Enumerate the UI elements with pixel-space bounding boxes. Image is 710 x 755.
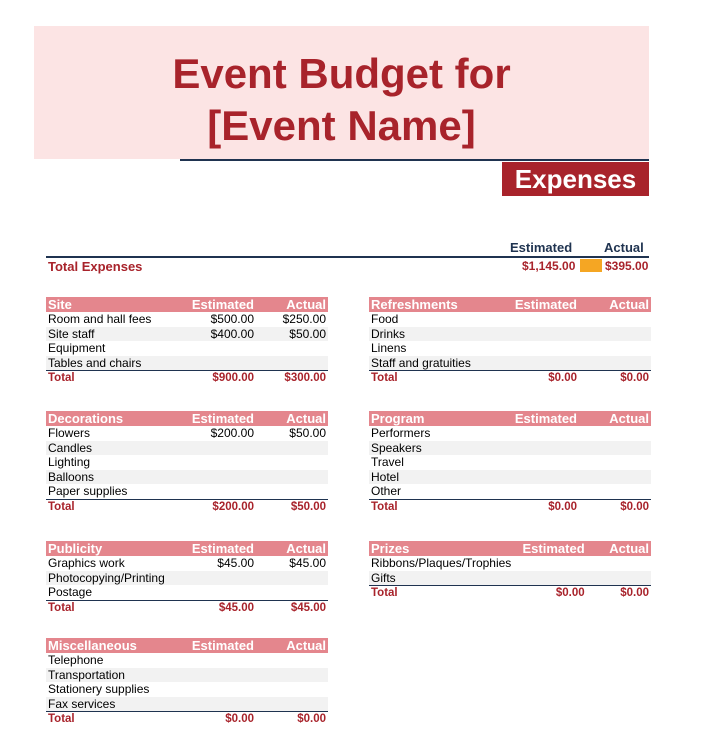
estimated-cell[interactable] bbox=[513, 571, 586, 586]
actual-cell[interactable] bbox=[256, 571, 328, 586]
total-actual: $0.00 bbox=[256, 712, 328, 727]
total-actual: $45.00 bbox=[256, 600, 328, 615]
estimated-cell[interactable] bbox=[180, 441, 256, 456]
table-row bbox=[369, 470, 651, 485]
estimated-cell[interactable] bbox=[180, 455, 256, 470]
table-row bbox=[369, 571, 651, 586]
actual-cell[interactable] bbox=[579, 312, 651, 327]
section-title: Refreshments bbox=[369, 297, 503, 312]
table-row bbox=[369, 356, 651, 371]
table-row bbox=[46, 356, 328, 371]
actual-header: Actual bbox=[579, 411, 651, 426]
total-row bbox=[46, 499, 328, 514]
actual-header: Actual bbox=[256, 297, 328, 312]
actual-cell[interactable] bbox=[579, 327, 651, 342]
prizes-table bbox=[369, 541, 651, 601]
item-cell[interactable]: Drinks bbox=[369, 327, 503, 342]
item-cell[interactable]: Room and hall fees bbox=[48, 312, 152, 326]
actual-cell[interactable] bbox=[579, 470, 651, 485]
total-actual: $0.00 bbox=[579, 499, 651, 514]
estimated-cell[interactable] bbox=[180, 571, 256, 586]
actual-cell[interactable] bbox=[579, 441, 651, 456]
expenses-tab[interactable]: Expenses bbox=[502, 162, 649, 196]
total-expenses-actual: $395.00 bbox=[605, 259, 649, 273]
table-row bbox=[46, 470, 328, 485]
total-estimated: $0.00 bbox=[503, 371, 579, 386]
item-cell[interactable]: Postage bbox=[48, 585, 93, 600]
total-estimated: $45.00 bbox=[180, 600, 256, 615]
actual-header: Actual bbox=[587, 541, 651, 556]
actual-cell[interactable] bbox=[579, 426, 651, 441]
estimated-header: Estimated bbox=[180, 541, 256, 556]
actual-cell[interactable]: $50.00 bbox=[256, 327, 328, 342]
section-title: Program bbox=[369, 411, 503, 426]
section-title: Miscellaneous bbox=[46, 638, 180, 653]
estimated-cell[interactable] bbox=[503, 312, 579, 327]
total-estimated: $0.00 bbox=[503, 499, 579, 514]
item-cell[interactable]: Tables and chairs bbox=[46, 356, 180, 371]
total-label: Total bbox=[46, 499, 180, 514]
section-header bbox=[46, 638, 328, 653]
estimated-cell[interactable] bbox=[180, 585, 256, 600]
table-row bbox=[369, 484, 651, 499]
total-row bbox=[46, 712, 328, 727]
section-header bbox=[369, 297, 651, 312]
total-actual: $300.00 bbox=[256, 371, 328, 386]
estimated-cell[interactable] bbox=[180, 668, 256, 683]
actual-cell[interactable] bbox=[256, 682, 328, 697]
actual-header: Actual bbox=[256, 411, 328, 426]
estimated-cell[interactable] bbox=[180, 484, 256, 499]
table-row bbox=[46, 571, 328, 586]
table-row bbox=[46, 441, 328, 456]
estimated-header: Estimated bbox=[180, 638, 256, 653]
section-header bbox=[369, 541, 651, 556]
actual-header: Actual bbox=[256, 541, 328, 556]
total-estimated: $0.00 bbox=[513, 586, 586, 601]
table-row bbox=[46, 455, 328, 470]
summary-actual-header: Actual bbox=[604, 240, 644, 255]
actual-cell[interactable] bbox=[579, 484, 651, 499]
total-label: Total bbox=[369, 499, 503, 514]
item-cell[interactable]: Ribbons/Plaques/Trophies bbox=[371, 556, 512, 570]
section-header bbox=[46, 411, 328, 426]
table-row bbox=[46, 585, 328, 600]
item-cell[interactable]: Gifts bbox=[369, 571, 513, 586]
estimated-cell[interactable] bbox=[180, 653, 256, 668]
table-row bbox=[46, 484, 328, 499]
title-line-2: [Event Name] bbox=[207, 102, 476, 149]
table-row bbox=[369, 556, 651, 571]
total-row bbox=[46, 371, 328, 386]
actual-cell[interactable] bbox=[256, 484, 328, 499]
site-table bbox=[46, 297, 328, 386]
actual-cell[interactable]: $45.00 bbox=[289, 556, 326, 570]
section-title: Decorations bbox=[46, 411, 180, 426]
estimated-cell[interactable]: $200.00 bbox=[210, 426, 254, 440]
item-cell[interactable]: Photocopying/Printing bbox=[46, 571, 180, 586]
miscellaneous-table bbox=[46, 638, 328, 727]
actual-header: Actual bbox=[579, 297, 651, 312]
actual-cell[interactable] bbox=[256, 653, 328, 668]
item-cell[interactable]: Hotel bbox=[369, 470, 503, 485]
table-row bbox=[369, 426, 651, 441]
total-label: Total bbox=[46, 600, 180, 615]
actual-cell[interactable] bbox=[256, 585, 328, 600]
estimated-cell[interactable]: $400.00 bbox=[180, 327, 256, 342]
item-cell[interactable]: Candles bbox=[46, 441, 180, 456]
table-row bbox=[46, 653, 328, 668]
estimated-cell[interactable] bbox=[503, 426, 579, 441]
item-cell[interactable]: Site staff bbox=[46, 327, 180, 342]
actual-cell[interactable] bbox=[256, 356, 328, 371]
title-line-1: Event Budget for bbox=[172, 50, 511, 97]
estimated-cell[interactable] bbox=[180, 356, 256, 371]
section-header bbox=[369, 411, 651, 426]
actual-cell[interactable] bbox=[579, 356, 651, 371]
item-cell[interactable]: Stationery supplies bbox=[48, 682, 150, 697]
estimated-cell[interactable]: $45.00 bbox=[217, 556, 254, 570]
estimated-cell[interactable] bbox=[503, 484, 579, 499]
total-expenses-label: Total Expenses bbox=[48, 259, 143, 274]
actual-cell[interactable] bbox=[579, 341, 651, 356]
table-row bbox=[46, 556, 328, 571]
estimated-header: Estimated bbox=[180, 297, 256, 312]
section-header bbox=[46, 297, 328, 312]
total-estimated: $200.00 bbox=[180, 499, 256, 514]
item-cell[interactable]: Lighting bbox=[48, 455, 91, 470]
table-row bbox=[46, 327, 328, 342]
actual-cell[interactable] bbox=[256, 668, 328, 683]
estimated-cell[interactable] bbox=[503, 341, 579, 356]
actual-cell[interactable] bbox=[256, 441, 328, 456]
section-title: Publicity bbox=[46, 541, 180, 556]
actual-cell[interactable] bbox=[256, 470, 328, 485]
table-row bbox=[46, 312, 328, 327]
actual-cell[interactable] bbox=[587, 571, 651, 586]
total-row bbox=[369, 586, 651, 601]
actual-cell[interactable] bbox=[579, 455, 651, 470]
table-row bbox=[46, 697, 328, 712]
estimated-cell[interactable] bbox=[180, 470, 256, 485]
estimated-cell[interactable] bbox=[513, 556, 586, 571]
section-header bbox=[46, 541, 328, 556]
total-row bbox=[369, 499, 651, 514]
actual-cell[interactable]: $50.00 bbox=[289, 426, 326, 440]
summary-rule bbox=[46, 256, 649, 258]
estimated-header: Estimated bbox=[503, 297, 579, 312]
estimated-cell[interactable] bbox=[503, 327, 579, 342]
total-actual: $0.00 bbox=[587, 586, 651, 601]
item-cell[interactable]: Transportation bbox=[46, 668, 180, 683]
total-label: Total bbox=[369, 586, 513, 601]
total-row bbox=[369, 371, 651, 386]
estimated-cell[interactable] bbox=[503, 441, 579, 456]
total-actual: $50.00 bbox=[256, 499, 328, 514]
item-cell[interactable]: Linens bbox=[371, 341, 407, 356]
estimated-cell[interactable] bbox=[503, 470, 579, 485]
table-row bbox=[46, 341, 328, 356]
title-rule bbox=[180, 159, 649, 161]
table-row bbox=[46, 426, 328, 441]
item-cell[interactable]: Telephone bbox=[48, 653, 104, 667]
item-cell[interactable]: Food bbox=[371, 312, 399, 326]
estimated-cell[interactable]: $500.00 bbox=[210, 312, 254, 326]
item-cell[interactable]: Performers bbox=[371, 426, 431, 440]
decorations-table bbox=[46, 411, 328, 515]
item-cell[interactable]: Staff and gratuities bbox=[369, 356, 503, 371]
actual-header: Actual bbox=[256, 638, 328, 653]
page-title bbox=[34, 48, 649, 152]
publicity-table bbox=[46, 541, 328, 615]
section-title: Prizes bbox=[369, 541, 513, 556]
item-cell[interactable]: Graphics work bbox=[48, 556, 125, 570]
table-row bbox=[46, 668, 328, 683]
table-row bbox=[46, 682, 328, 697]
actual-cell[interactable]: $250.00 bbox=[282, 312, 326, 326]
total-estimated: $0.00 bbox=[180, 712, 256, 727]
table-row bbox=[369, 341, 651, 356]
total-estimated: $900.00 bbox=[180, 371, 256, 386]
summary-estimated-header: Estimated bbox=[510, 240, 573, 255]
total-label: Total bbox=[46, 712, 180, 727]
total-row bbox=[46, 600, 328, 615]
actual-cell[interactable] bbox=[256, 455, 328, 470]
estimated-cell[interactable] bbox=[180, 341, 256, 356]
item-cell[interactable]: Paper supplies bbox=[48, 484, 128, 499]
total-label: Total bbox=[46, 371, 180, 386]
actual-cell[interactable] bbox=[587, 556, 651, 571]
estimated-header: Estimated bbox=[180, 411, 256, 426]
program-table bbox=[369, 411, 651, 515]
item-cell[interactable]: Fax services bbox=[46, 697, 180, 712]
actual-cell[interactable] bbox=[256, 341, 328, 356]
table-row bbox=[369, 455, 651, 470]
item-cell[interactable]: Speakers bbox=[369, 441, 503, 456]
item-cell[interactable]: Equipment bbox=[48, 341, 106, 356]
total-expenses-estimated: $1,145.00 bbox=[522, 259, 576, 273]
actual-cell[interactable] bbox=[256, 697, 328, 712]
item-cell[interactable]: Balloons bbox=[46, 470, 180, 485]
estimated-cell[interactable] bbox=[503, 356, 579, 371]
estimated-cell[interactable] bbox=[180, 682, 256, 697]
table-row bbox=[369, 441, 651, 456]
table-row bbox=[369, 312, 651, 327]
estimated-header: Estimated bbox=[513, 541, 586, 556]
estimated-cell[interactable] bbox=[503, 455, 579, 470]
item-cell[interactable]: Flowers bbox=[48, 426, 91, 440]
refreshments-table bbox=[369, 297, 651, 386]
item-cell[interactable]: Other bbox=[371, 484, 402, 499]
total-actual: $0.00 bbox=[579, 371, 651, 386]
estimated-header: Estimated bbox=[503, 411, 579, 426]
section-title: Site bbox=[46, 297, 180, 312]
estimated-cell[interactable] bbox=[180, 697, 256, 712]
over-budget-marker bbox=[580, 259, 602, 272]
total-label: Total bbox=[369, 371, 503, 386]
table-row bbox=[369, 327, 651, 342]
item-cell[interactable]: Travel bbox=[371, 455, 404, 470]
